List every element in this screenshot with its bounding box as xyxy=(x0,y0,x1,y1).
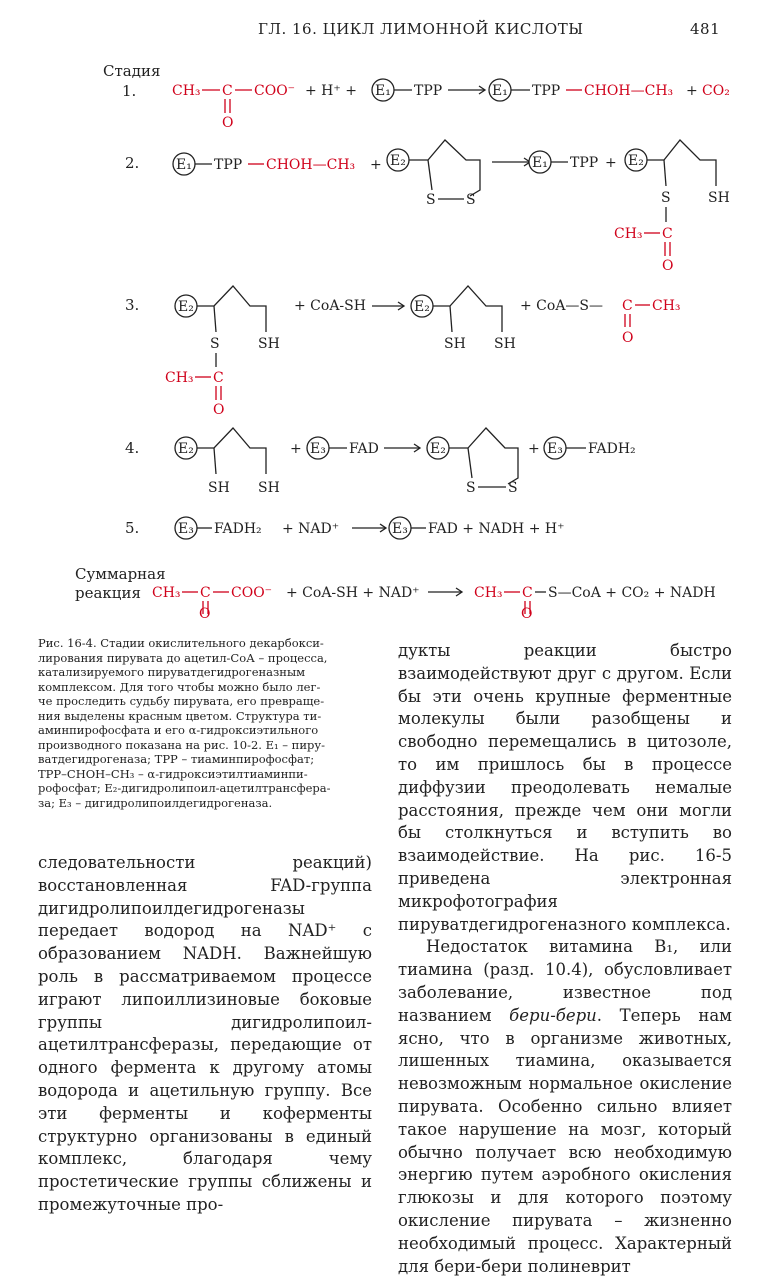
summary-reaction xyxy=(75,565,716,614)
e1-label: E₁ xyxy=(176,157,192,173)
acetyl-o: O xyxy=(213,402,225,418)
sh-group: SH xyxy=(208,480,230,496)
tpp: TPP xyxy=(414,83,443,99)
summary-label: Суммарная xyxy=(75,565,166,583)
e3-label: E₃ xyxy=(392,521,408,537)
stage-5 xyxy=(125,517,565,539)
stage-3-number: 3. xyxy=(125,296,140,314)
acetyl-c: C xyxy=(522,585,533,601)
pyruvate-o: O xyxy=(222,115,234,131)
caption-line: че проследить судьбу пирувата, его превраще- xyxy=(38,694,325,708)
sh-group: SH xyxy=(258,480,280,496)
pyruvate-c: C xyxy=(222,83,233,99)
lipoyl-ring xyxy=(468,448,472,478)
page-number: 481 xyxy=(690,20,721,38)
caption-line: ватдегидрогеназа; ТРР – тиаминпирофосфат; xyxy=(38,752,315,766)
tpp: TPP xyxy=(214,157,243,173)
stage-2-number: 2. xyxy=(125,154,140,172)
plus: + xyxy=(290,441,302,457)
caption-line: аминпирофосфата и его α-гидроксиэтильного xyxy=(38,723,319,737)
stage-label: Стадия xyxy=(103,62,161,80)
acetyl-c: C xyxy=(213,370,224,386)
e1-label: E₁ xyxy=(375,83,391,99)
pyruvate-ch3: CH₃ xyxy=(152,585,181,601)
acetyl-ch3: CH₃ xyxy=(474,585,503,601)
acetyl-o: O xyxy=(622,330,634,346)
plus-nad: + NAD⁺ xyxy=(282,521,340,537)
pyruvate-c: C xyxy=(200,585,211,601)
caption-line: рофосфат; E₂-дигидролипоил-ацетилтрансфера- xyxy=(38,781,331,795)
e3-label: E₃ xyxy=(547,441,563,457)
e3-label: E₃ xyxy=(310,441,326,457)
hydroxyethyl: CHOH—CH₃ xyxy=(584,83,674,99)
acetyl-c: C xyxy=(662,226,673,242)
summary-products: S—CoA + CO₂ + NADH xyxy=(548,585,716,601)
hydroxyethyl: CHOH—CH₃ xyxy=(266,157,356,173)
stage-1 xyxy=(122,79,730,131)
caption-line: лирования пирувата до ацетил-СоА – процесса, xyxy=(38,650,328,665)
acetyl-ch3: CH₃ xyxy=(165,370,194,386)
chapter-title: ГЛ. 16. ЦИКЛ ЛИМОННОЙ КИСЛОТЫ xyxy=(258,20,584,38)
para2-start: Недостаток витамина B₁, или тиамина (разд. 10.4), обусловливает заболевание, известное под названием xyxy=(398,937,732,1025)
caption-line: за; E₃ – дигидролипоилдегидрогеназа. xyxy=(38,795,273,810)
lipoyl-chain xyxy=(197,428,266,474)
e1-label: E₁ xyxy=(492,83,508,99)
lipoyl-chain xyxy=(197,286,266,332)
caption-line: TPP–CHOH–CH₃ – α-гидроксиэтилтиаминпи- xyxy=(38,766,308,781)
bond xyxy=(450,306,452,332)
lipoyl-ring xyxy=(409,140,480,196)
caption-line: ния выделены красным цветом. Структура ти- xyxy=(38,708,322,723)
s-atom: S xyxy=(210,336,220,352)
pyruvate-coo: COO⁻ xyxy=(254,83,296,99)
sh-group: SH xyxy=(494,336,516,352)
plus-coa-s: + CoA—S— xyxy=(520,298,604,314)
summary-middle: + CoA-SH + NAD⁺ xyxy=(286,585,420,601)
caption-line: производного показана на рис. 10-2. E₁ – пиру- xyxy=(38,737,326,752)
lipoyl-chain xyxy=(433,286,502,332)
stage-5-number: 5. xyxy=(125,519,140,537)
e3-label: E₃ xyxy=(178,521,194,537)
s-atom: S xyxy=(426,192,436,208)
fadh2: FADH₂ xyxy=(214,521,262,537)
lipoyl-ring xyxy=(428,160,432,190)
plus: + xyxy=(686,83,698,99)
lipoyl-chain xyxy=(647,140,716,186)
acetyl-c: C xyxy=(622,298,633,314)
figure-caption xyxy=(38,636,370,810)
acetyl-ch3: CH₃ xyxy=(614,226,643,242)
e2-label: E₂ xyxy=(414,299,430,315)
sh-group: SH xyxy=(258,336,280,352)
caption-line: катализируемого пируватдегидрогеназным xyxy=(38,665,306,679)
stage-4 xyxy=(125,428,636,496)
right-column xyxy=(398,640,732,1278)
fad-nadh: FAD + NADH + H⁺ xyxy=(428,521,565,537)
right-paragraph-2 xyxy=(398,936,732,1278)
e2-label: E₂ xyxy=(178,441,194,457)
sh-group: SH xyxy=(708,190,730,206)
plus: + xyxy=(528,441,540,457)
e2-label: E₂ xyxy=(390,153,406,169)
reaction-scheme xyxy=(0,0,777,620)
stage-4-number: 4. xyxy=(125,439,140,457)
tpp: TPP xyxy=(532,83,561,99)
sh-group: SH xyxy=(444,336,466,352)
beriberi-term: бери-бери xyxy=(509,1005,597,1025)
caption-line: Рис. 16-4. Стадии окислительного декарбокси- xyxy=(38,636,324,650)
right-paragraph-1: дукты реакции быстро взаимодействуют друг с другом. Если бы эти очень крупные ферментные молекулы были разобщены и свободно перемещались в цитозоле, то им пришлось бы в процессе диффузии преодолевать немалые расстояния, прежде чем они могли бы столкнуться и вступить во взаимодействие. На рис. 16-5 приведена электронная микрофотография пируватдегидрогеназного комплекса. xyxy=(398,641,732,934)
e1-label: E₁ xyxy=(532,155,548,171)
para2-rest: . Теперь нам ясно, что в организме животных, лишенных тиамина, оказывается невозможным нормальное окисление пирувата. Особенно сильно влияет такое нарушение на мозг, который обычно получает всю необходимую энергию путем аэробного окисления глюкозы и для которого поэтому окисление пирувата – жизненно необходимый процесс. Характерный для бери-бери полиневрит xyxy=(398,1005,732,1276)
e2-label: E₂ xyxy=(628,153,644,169)
plus-h: + H⁺ + xyxy=(305,83,357,99)
s-atom: S xyxy=(466,192,476,208)
bond xyxy=(664,160,666,186)
stage-1-number: 1. xyxy=(122,82,137,100)
tpp: TPP xyxy=(570,155,599,171)
acetyl-o: O xyxy=(662,258,674,274)
bond xyxy=(214,306,216,332)
co2: CO₂ xyxy=(702,83,730,99)
lipoyl-ring xyxy=(449,428,518,484)
summary-label: реакция xyxy=(75,584,141,602)
acetyl-ch3: CH₃ xyxy=(652,298,681,314)
caption-line: комплексом. Для того чтобы можно было лег- xyxy=(38,679,321,694)
left-column-text: следовательности реакций) восстановленная FAD-группа дигидролипоилдегидрогеназы передает водород на NAD⁺ с образованием NADH. Важнейшую роль в рассматриваемом процессе играют липоиллизиновые боковые группы дигидролипоил-ацетилтрансферазы, передающие от одного фермента к другому атомы водорода и ацетильную группу. Все эти ферменты и коферменты структурно организованы в единый комплекс, благодаря чему простетические группы сближены и промежуточные про- xyxy=(38,853,372,1214)
stage-2 xyxy=(125,140,730,274)
fad: FAD xyxy=(349,441,379,457)
s-atom: S xyxy=(661,190,671,206)
s-atom: S xyxy=(466,480,476,496)
e2-label: E₂ xyxy=(178,299,194,315)
s-atom: S xyxy=(508,480,518,496)
plus: + xyxy=(370,157,382,173)
plus: + xyxy=(605,155,617,171)
e2-label: E₂ xyxy=(430,441,446,457)
stage-3 xyxy=(125,286,681,418)
pyruvate-coo: COO⁻ xyxy=(231,585,273,601)
pyruvate-ch3: CH₃ xyxy=(172,83,201,99)
plus-coash: + CoA-SH xyxy=(294,298,366,314)
pyruvate-o-summary: O xyxy=(199,606,211,622)
fadh2: FADH₂ xyxy=(588,441,636,457)
acetyl-o-summary: O xyxy=(521,606,533,622)
bond xyxy=(214,448,216,474)
